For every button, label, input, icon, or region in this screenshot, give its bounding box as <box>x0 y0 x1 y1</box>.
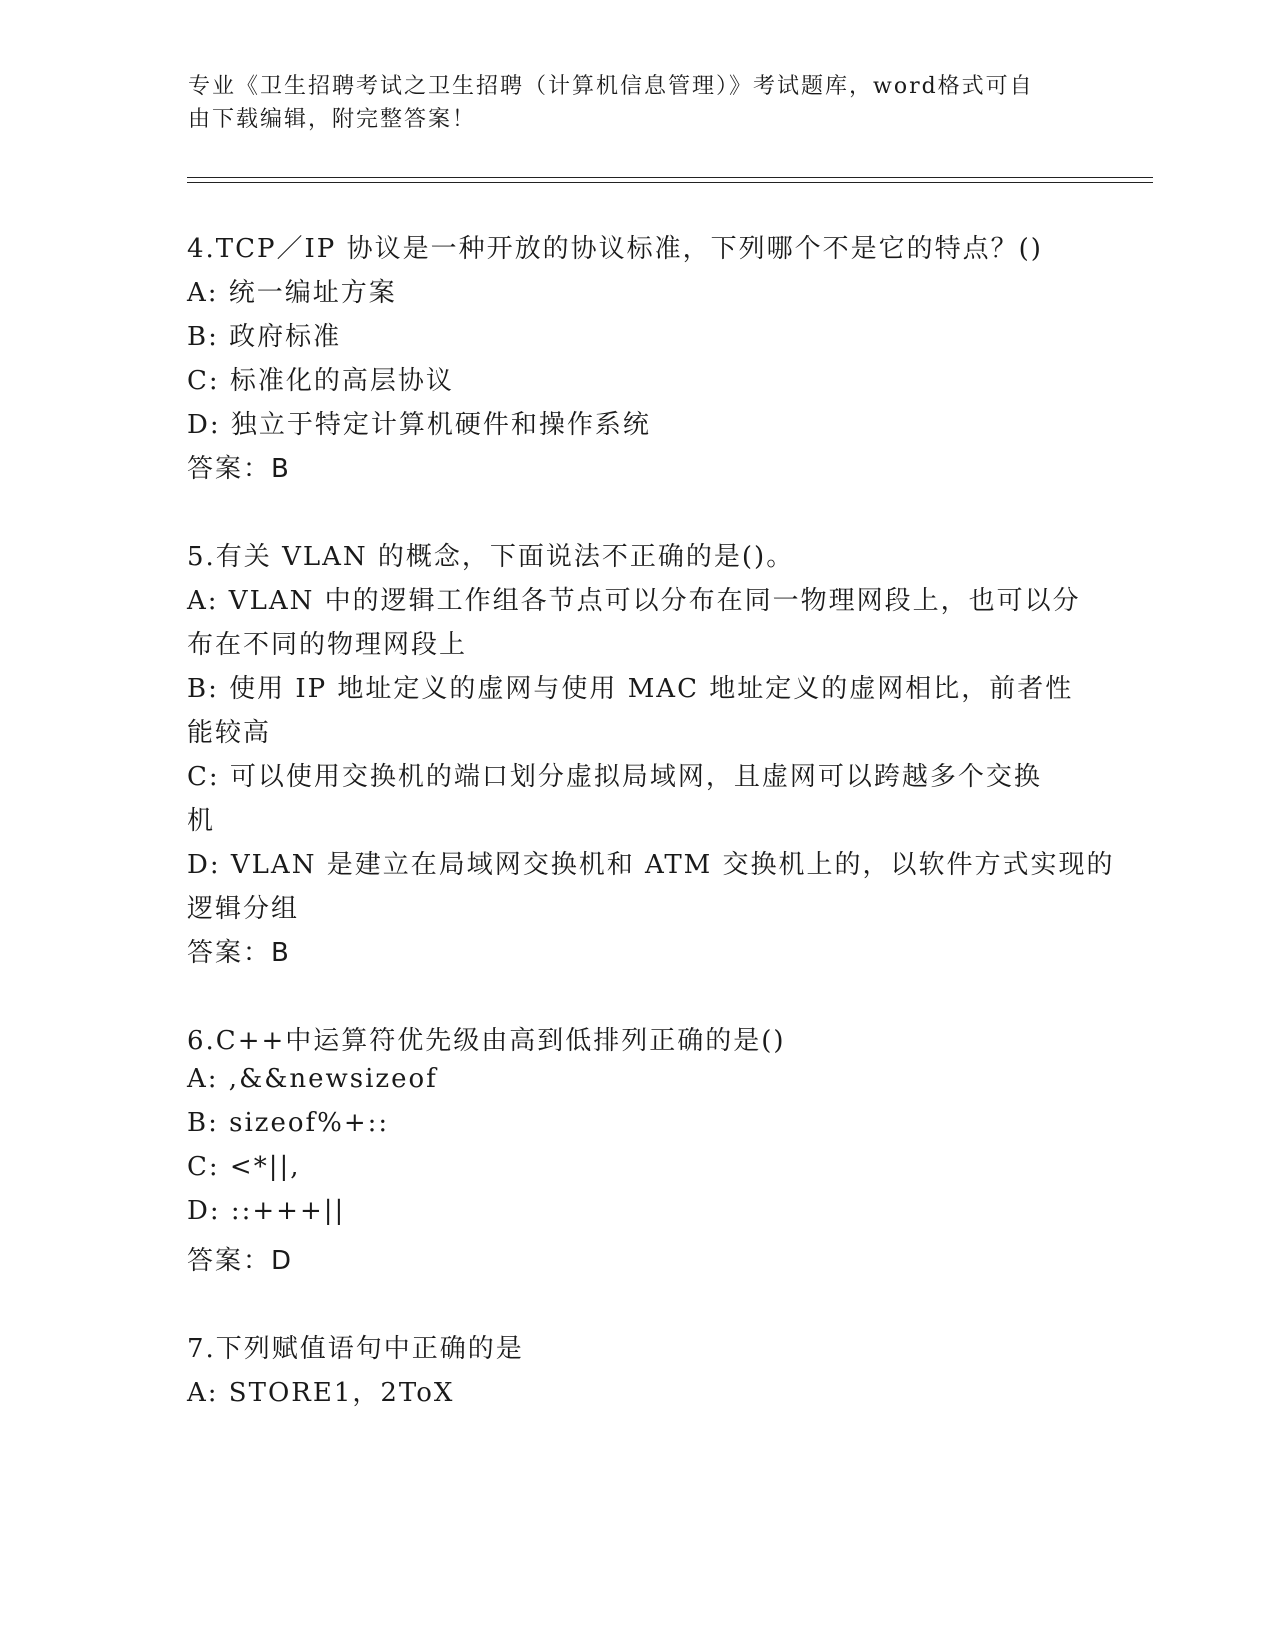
answer: 答案：D <box>187 1246 294 1276</box>
option-a-continued: 布在不同的物理网段上 <box>187 630 468 660</box>
option-d: D: VLAN 是建立在局域网交换机和 ATM 交换机上的，以软件方式实现的 <box>187 850 1115 880</box>
option-a: A: 统一编址方案 <box>187 278 397 308</box>
option-a: A: ,&&newsizeof <box>187 1064 438 1094</box>
answer: 答案：B <box>187 938 291 968</box>
header-text <box>188 70 1088 136</box>
option-d: D: 独立于特定计算机硬件和操作系统 <box>187 410 651 440</box>
question-stem: 5.有关 VLAN 的概念，下面说法不正确的是()。 <box>187 542 795 572</box>
question-stem: 7.下列赋值语句中正确的是 <box>187 1334 524 1364</box>
header-line-1: 专业《卫生招聘考试之卫生招聘（计算机信息管理）》考试题库，word格式可自 <box>188 74 1034 99</box>
option-c: C: 标准化的高层协议 <box>187 366 454 396</box>
option-d: D: ::+++|| <box>187 1196 346 1226</box>
header-rule-bottom <box>187 182 1153 183</box>
answer: 答案：B <box>187 454 291 484</box>
header-line-2: 由下载编辑，附完整答案！ <box>188 107 477 132</box>
option-d-continued: 逻辑分组 <box>187 894 300 924</box>
option-b: B: 使用 IP 地址定义的虚网与使用 MAC 地址定义的虚网相比，前者性 <box>187 674 1074 704</box>
option-c: C: <*||, <box>187 1152 301 1182</box>
option-a: A: VLAN 中的逻辑工作组各节点可以分布在同一物理网段上，也可以分 <box>187 586 1081 616</box>
option-b: B: sizeof%+:: <box>187 1108 390 1138</box>
header-rule-top <box>187 177 1153 178</box>
option-c-continued: 机 <box>187 806 216 836</box>
option-b: B: 政府标准 <box>187 322 342 352</box>
option-b-continued: 能较高 <box>187 718 272 748</box>
question-stem: 4.TCP／IP 协议是一种开放的协议标准，下列哪个不是它的特点？() <box>187 234 1043 264</box>
option-a: A: STORE1，2ToX <box>187 1378 455 1408</box>
question-stem: 6.C++中运算符优先级由高到低排列正确的是() <box>187 1026 786 1056</box>
option-c: C: 可以使用交换机的端口划分虚拟局域网，且虚网可以跨越多个交换 <box>187 762 1042 792</box>
